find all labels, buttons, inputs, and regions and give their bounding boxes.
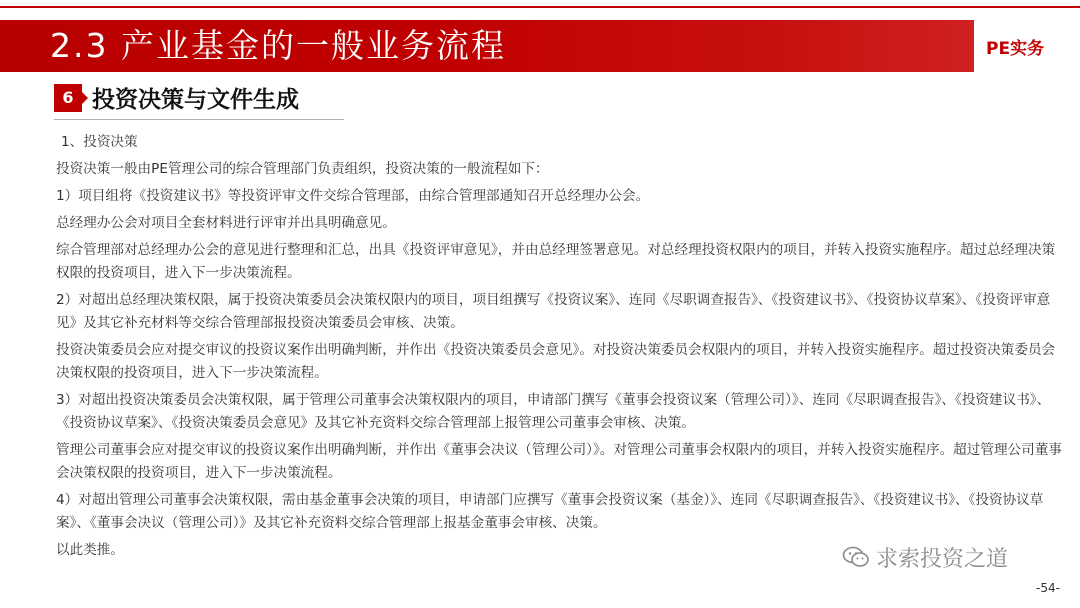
- wechat-icon: [842, 546, 870, 568]
- paragraph: 2）对超出总经理决策权限，属于投资决策委员会决策权限内的项目，项目组撰写《投资议案》、连同《尽职调查报告》、《投资建议书》、《投资协议草案》、《投资评审意见》及其它补充材料等交综合管理部报投资决策委员会审核、决策。: [56, 292, 1051, 331]
- paragraph: 4）对超出管理公司董事会决策权限，需由基金董事会决策的项目，申请部门应撰写《董事会投资议案（基金）》、连同《尽职调查报告》、《投资建议书》、《投资协议草案》、《董事会决议（管理公司）》及其它补充资料交综合管理部上报基金董事会审核、决策。: [56, 492, 1044, 531]
- watermark: [836, 540, 1014, 574]
- section-title: 投资决策与文件生成: [92, 87, 299, 113]
- slide-title: 2.3 产业基金的一般业务流程: [50, 26, 506, 65]
- paragraph: 以此类推。: [56, 542, 124, 558]
- paragraph: 投资决策委员会应对提交审议的投资议案作出明确判断，并作出《投资决策委员会意见》。对投资决策委员会权限内的项目，并转入投资实施程序。超过投资决策委员会决策权限的投资项目，进入下一步决策流程。: [56, 342, 1056, 381]
- brand-logo: PE实务: [986, 39, 1045, 59]
- body-text: [56, 131, 1066, 566]
- section-divider: [54, 119, 344, 120]
- paragraph: 3）对超出投资决策委员会决策权限，属于管理公司董事会决策权限内的项目，申请部门撰写《董事会投资议案（管理公司）》、连同《尽职调查报告》、《投资建议书》、《投资协议草案》、《投资决策委员会意见》及其它补充资料交综合管理部上报管理公司董事会审核、决策。: [56, 392, 1051, 431]
- page-number: -54-: [1036, 581, 1060, 595]
- paragraph: 总经理办公会对项目全套材料进行评审并出具明确意见。: [56, 215, 396, 231]
- paragraph: 管理公司董事会应对提交审议的投资议案作出明确判断，并作出《董事会决议（管理公司）》。对管理公司董事会权限内的项目，并转入投资实施程序。超过管理公司董事会决策权限的投资项目，进入下一步决策流程。: [56, 442, 1062, 481]
- paragraph: 综合管理部对总经理办公会的意见进行整理和汇总，出具《投资评审意见》，并由总经理签署意见。对总经理投资权限内的项目，并转入投资实施程序。超过总经理决策权限的投资项目，进入下一步决策流程。: [56, 242, 1056, 281]
- paragraph: 投资决策一般由PE管理公司的综合管理部门负责组织，投资决策的一般流程如下：: [56, 161, 549, 177]
- header-top-line: [0, 6, 1080, 8]
- paragraph: 1）项目组将《投资建议书》等投资评审文件交综合管理部，由综合管理部通知召开总经理办公会。: [56, 188, 650, 204]
- watermark-text: 求索投资之道: [876, 546, 1009, 572]
- section-number-badge: 6: [54, 84, 82, 112]
- paragraph-heading: 1、投资决策: [61, 134, 138, 150]
